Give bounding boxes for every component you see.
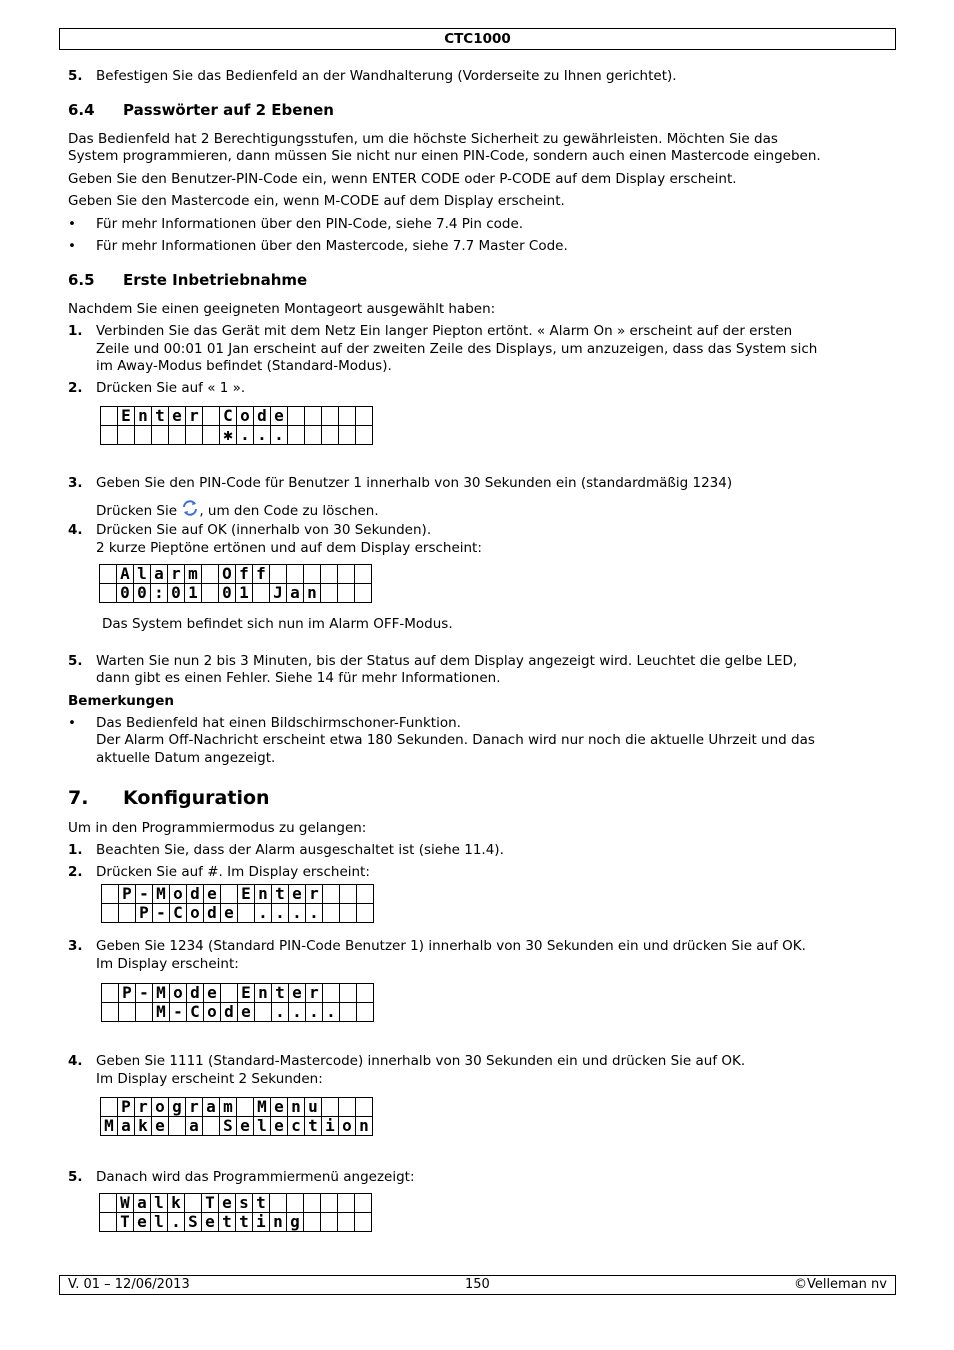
bullet-icon: • [68,216,76,232]
step-text: Danach wird das Programmiermenü angezeigt: [96,1169,415,1185]
lcd-cell: e [204,885,221,904]
lcd-cell [321,565,338,584]
lcd-cell: . [168,1213,185,1232]
lcd-cell: u [305,1098,322,1117]
lcd-cell [119,904,136,923]
section-title: Passwörter auf 2 Ebenen [123,101,334,119]
lcd-cell: E [238,984,255,1003]
lcd-cell [119,1003,136,1022]
paragraph: System programmieren, dann müssen Sie nicht nur einen PIN-Code, sondern auch einen Mastercode eingeben. [68,148,821,164]
lcd-cell [340,885,357,904]
lcd-cell [253,584,270,603]
lcd-cell [355,1194,372,1213]
lcd-cell: i [322,1117,339,1136]
step-text: Drücken Sie auf « 1 ». [96,380,246,396]
lcd-cell: e [219,1194,236,1213]
step-text: Verbinden Sie das Gerät mit dem Netz Ein langer Piepton ertönt. « Alarm On » erscheint auf der ersten [96,323,793,339]
step-text: Im Display erscheint 2 Sekunden: [96,1071,323,1087]
lcd-cell: 0 [134,584,151,603]
lcd-cell: e [238,1003,255,1022]
lcd-cell [338,1213,355,1232]
step-number: 2. [68,864,83,880]
lcd-cell [339,426,356,445]
lcd-cell [323,885,340,904]
lcd-cell: m [185,565,202,584]
step-text: Geben Sie 1234 (Standard PIN-Code Benutzer 1) innerhalb von 30 Sekunden ein und drücken Sie auf OK. [96,938,806,954]
lcd-cell: J [270,584,287,603]
lcd-cell: P [119,885,136,904]
step-text: Im Display erscheint: [96,956,239,972]
step-number: 3. [68,938,83,954]
lcd-cell [135,426,152,445]
lcd-cell [288,407,305,426]
lcd-cell [101,1098,118,1117]
step-number: 5. [68,1169,83,1185]
step-text: Warten Sie nun 2 bis 3 Minuten, bis der Status auf dem Display angezeigt wird. Leuchtet die gelbe LED, [96,653,798,669]
lcd-cell [321,584,338,603]
lcd-cell: d [187,885,204,904]
lcd-cell [321,1213,338,1232]
lcd-cell [221,984,238,1003]
lcd-cell: k [168,1194,185,1213]
lcd-cell: d [204,904,221,923]
lcd-cell: n [356,1117,373,1136]
lcd-cell [356,1098,373,1117]
lcd-row [101,407,373,426]
lcd-cell: r [135,1098,152,1117]
lcd-cell: : [151,584,168,603]
step-text: dann gibt es einen Fehler. Siehe 14 für mehr Informationen. [96,670,501,686]
lcd-cell: W [117,1194,134,1213]
lcd-cell: - [170,1003,187,1022]
chapter-heading-7 [68,786,270,810]
lcd-cell: . [272,904,289,923]
lcd-cell: t [236,1213,253,1232]
lcd-cell: l [134,565,151,584]
lcd-cell: e [237,1117,254,1136]
lcd-cell: s [236,1194,253,1213]
lcd-cell [357,904,374,923]
lcd-cell: o [204,1003,221,1022]
lcd-cell [356,426,373,445]
lcd-cell [340,1003,357,1022]
lcd-cell: a [186,1117,203,1136]
lcd-cell: n [304,584,321,603]
lcd-cell: C [220,407,237,426]
lcd-cell [169,1117,186,1136]
lcd-cell [102,1003,119,1022]
lcd-row [102,885,374,904]
lcd-cell: c [288,1117,305,1136]
lcd-cell: e [289,885,306,904]
lcd-cell: - [136,885,153,904]
lcd-cell [270,565,287,584]
lcd-row [102,904,374,923]
lcd-cell: e [271,407,288,426]
lcd-cell: O [219,565,236,584]
lcd-display-alarm-off [99,564,372,603]
lcd-cell [185,1194,202,1213]
step-text: Beachten Sie, dass der Alarm ausgeschaltet ist (siehe 11.4). [96,842,504,858]
lcd-cell: t [272,984,289,1003]
step-text: Geben Sie den PIN-Code für Benutzer 1 innerhalb von 30 Sekunden ein (standardmäßig 1234) [96,475,733,491]
lcd-cell: t [272,885,289,904]
lcd-cell: a [151,565,168,584]
step-text: Zeile und 00:01 01 Jan erscheint auf der zweiten Zeile des Displays, um anzuzeigen, dass das System sich [96,341,818,357]
lcd-cell: g [169,1098,186,1117]
lcd-cell: A [117,565,134,584]
section-title: Erste Inbetriebnahme [123,271,308,289]
lcd-cell: 1 [236,584,253,603]
lcd-cell [152,426,169,445]
lcd-cell: o [339,1117,356,1136]
lcd-row [102,1003,374,1022]
lcd-row [101,1117,373,1136]
lcd-cell [304,1213,321,1232]
lcd-cell [323,984,340,1003]
paragraph: Um in den Programmiermodus zu gelangen: [68,820,367,836]
lcd-row [101,426,373,445]
paragraph: Nachdem Sie einen geeigneten Montageort ausgewählt haben: [68,301,496,317]
step-number: 3. [68,475,83,491]
lcd-cell [203,407,220,426]
step-number: 5. [68,68,83,84]
lcd-cell: e [271,1098,288,1117]
text-fragment: , um den Code zu löschen. [199,503,379,519]
lcd-cell: 0 [117,584,134,603]
lcd-cell: a [134,1194,151,1213]
step-text: im Away-Modus befindet (Standard-Modus). [96,358,392,374]
lcd-cell: 0 [168,584,185,603]
paragraph: Das Bedienfeld hat 2 Berechtigungsstufen, um die höchste Sicherheit zu gewährleisten. Möchten Sie das [68,131,778,147]
lcd-cell [305,426,322,445]
lcd-cell: e [289,984,306,1003]
footer-page-number: 150 [465,1277,490,1292]
lcd-cell: d [187,984,204,1003]
lcd-cell: r [186,407,203,426]
lcd-cell [304,1194,321,1213]
section-number: 6.4 [68,101,95,119]
bullet-text: Der Alarm Off-Nachricht erscheint etwa 180 Sekunden. Danach wird nur noch die aktuelle Uhrzeit und das [96,732,815,748]
lcd-cell [101,426,118,445]
lcd-cell: l [254,1117,271,1136]
lcd-cell: e [152,1117,169,1136]
lcd-cell [100,584,117,603]
lcd-cell: T [117,1213,134,1232]
lcd-cell: . [271,426,288,445]
step-number: 1. [68,323,83,339]
lcd-cell: r [168,565,185,584]
lcd-cell: . [289,1003,306,1022]
lcd-cell: n [255,984,272,1003]
lcd-cell [340,984,357,1003]
bullet-icon: • [68,238,76,254]
step-number: 1. [68,842,83,858]
lcd-cell [321,1194,338,1213]
bullet-icon: • [68,715,76,731]
lcd-cell: . [323,1003,340,1022]
lcd-cell [288,426,305,445]
lcd-cell [100,1213,117,1232]
lcd-cell: M [153,1003,170,1022]
lcd-cell: o [152,1098,169,1117]
lcd-cell: l [151,1194,168,1213]
lcd-cell: o [187,904,204,923]
lcd-cell: k [135,1117,152,1136]
lcd-cell [203,426,220,445]
lcd-cell: g [287,1213,304,1232]
lcd-cell [203,1117,220,1136]
lcd-cell: T [202,1194,219,1213]
lcd-cell: l [151,1213,168,1232]
lcd-cell: e [169,407,186,426]
lcd-cell: i [253,1213,270,1232]
lcd-cell [102,904,119,923]
lcd-cell [237,1098,254,1117]
lcd-cell: - [153,904,170,923]
lcd-cell [221,885,238,904]
lcd-cell: . [237,426,254,445]
lcd-cell: t [152,407,169,426]
lcd-cell [339,407,356,426]
lcd-cell [322,407,339,426]
lcd-cell: E [238,885,255,904]
step-text: 2 kurze Pieptöne ertönen und auf dem Display erscheint: [96,540,482,556]
lcd-cell: t [305,1117,322,1136]
lcd-cell: m [220,1098,237,1117]
lcd-cell: d [254,407,271,426]
lcd-cell: . [272,1003,289,1022]
lcd-cell: d [221,1003,238,1022]
chapter-number: 7. [68,787,89,809]
lcd-cell: a [203,1098,220,1117]
lcd-cell [202,565,219,584]
paragraph: Das System befindet sich nun im Alarm OFF-Modus. [102,616,453,632]
lcd-cell [287,1194,304,1213]
lcd-cell [136,1003,153,1022]
lcd-cell [270,1194,287,1213]
lcd-cell [357,885,374,904]
lcd-cell: t [253,1194,270,1213]
lcd-cell [338,584,355,603]
footer-copyright: ©Velleman nv [793,1277,887,1292]
refresh-icon [181,499,199,517]
step-text: Geben Sie 1111 (Standard-Mastercode) innerhalb von 30 Sekunden ein und drücken Sie auf OK. [96,1053,746,1069]
lcd-display-p-code [101,884,374,923]
step-number: 4. [68,522,83,538]
lcd-row [100,565,372,584]
lcd-cell: E [118,407,135,426]
lcd-cell: S [185,1213,202,1232]
bullet-text: aktuelle Datum angezeigt. [96,750,276,766]
lcd-cell: a [118,1117,135,1136]
lcd-cell: r [306,984,323,1003]
text-fragment: Drücken Sie [96,503,182,519]
lcd-cell: P [119,984,136,1003]
lcd-cell [355,1213,372,1232]
lcd-cell: e [271,1117,288,1136]
lcd-cell: P [136,904,153,923]
lcd-cell [118,426,135,445]
lcd-cell [238,904,255,923]
lcd-row [100,584,372,603]
lcd-cell: . [306,1003,323,1022]
lcd-display-enter-code [100,406,373,445]
remarks-heading: Bemerkungen [68,693,174,709]
lcd-cell: e [221,904,238,923]
lcd-cell [102,984,119,1003]
page-footer [59,1275,896,1295]
lcd-cell: f [253,565,270,584]
lcd-cell: 1 [185,584,202,603]
lcd-cell: n [288,1098,305,1117]
lcd-cell: . [306,904,323,923]
chapter-title: Konfiguration [123,787,270,809]
lcd-cell: e [204,984,221,1003]
lcd-cell [356,407,373,426]
lcd-cell [357,1003,374,1022]
lcd-cell: a [287,584,304,603]
lcd-cell [355,584,372,603]
lcd-cell [102,885,119,904]
lcd-cell [186,426,203,445]
footer-version: V. 01 – 12/06/2013 [68,1277,190,1292]
lcd-cell [101,407,118,426]
section-number: 6.5 [68,271,95,289]
lcd-cell: M [153,984,170,1003]
lcd-cell: r [186,1098,203,1117]
lcd-cell: P [118,1098,135,1117]
lcd-cell [322,426,339,445]
lcd-cell: C [187,1003,204,1022]
page-header: CTC1000 [59,28,896,50]
section-heading-6-5 [68,272,307,289]
lcd-display-m-code [101,983,374,1022]
lcd-cell: . [255,904,272,923]
lcd-cell: M [153,885,170,904]
lcd-cell: n [255,885,272,904]
lcd-cell [287,565,304,584]
step-text: Drücken Sie auf #. Im Display erscheint: [96,864,370,880]
lcd-cell [305,407,322,426]
lcd-cell [100,1194,117,1213]
lcd-cell: r [306,885,323,904]
lcd-cell [255,1003,272,1022]
lcd-cell: 0 [219,584,236,603]
lcd-row [102,984,374,1003]
lcd-display-program-menu [100,1097,373,1136]
bullet-text: Für mehr Informationen über den PIN-Code, siehe 7.4 Pin code. [96,216,524,232]
paragraph: Geben Sie den Mastercode ein, wenn M-CODE auf dem Display erscheint. [68,193,565,209]
lcd-cell [202,584,219,603]
lcd-row [100,1194,372,1213]
lcd-cell: o [170,984,187,1003]
lcd-row [101,1098,373,1117]
lcd-cell: M [101,1117,118,1136]
lcd-cell [340,904,357,923]
step-text [96,499,886,520]
step-number: 5. [68,653,83,669]
step-number: 2. [68,380,83,396]
bullet-text: Das Bedienfeld hat einen Bildschirmschoner-Funktion. [96,715,461,731]
lcd-cell [169,426,186,445]
lcd-cell: n [270,1213,287,1232]
lcd-cell: o [170,885,187,904]
lcd-cell: - [136,984,153,1003]
lcd-cell: ✱ [220,426,237,445]
lcd-cell [322,1098,339,1117]
step-text: Drücken Sie auf OK (innerhalb von 30 Sekunden). [96,522,432,538]
lcd-cell: . [254,426,271,445]
lcd-cell [100,565,117,584]
section-heading-6-4 [68,102,334,119]
lcd-cell: e [202,1213,219,1232]
lcd-cell [323,904,340,923]
lcd-cell [357,984,374,1003]
lcd-cell: M [254,1098,271,1117]
lcd-cell [338,1194,355,1213]
lcd-cell [355,565,372,584]
lcd-cell: S [220,1117,237,1136]
lcd-cell: e [134,1213,151,1232]
bullet-text: Für mehr Informationen über den Mastercode, siehe 7.7 Master Code. [96,238,568,254]
lcd-row [100,1213,372,1232]
lcd-cell: n [135,407,152,426]
lcd-cell: C [170,904,187,923]
lcd-cell [338,565,355,584]
lcd-cell [339,1098,356,1117]
lcd-cell: o [237,407,254,426]
lcd-display-walk-test [99,1193,372,1232]
lcd-cell: t [219,1213,236,1232]
lcd-cell: f [236,565,253,584]
step-number: 4. [68,1053,83,1069]
step-text: Befestigen Sie das Bedienfeld an der Wandhalterung (Vorderseite zu Ihnen gerichtet). [96,68,677,84]
lcd-cell [304,565,321,584]
paragraph: Geben Sie den Benutzer-PIN-Code ein, wenn ENTER CODE oder P-CODE auf dem Display erscheint. [68,171,737,187]
lcd-cell: . [289,904,306,923]
